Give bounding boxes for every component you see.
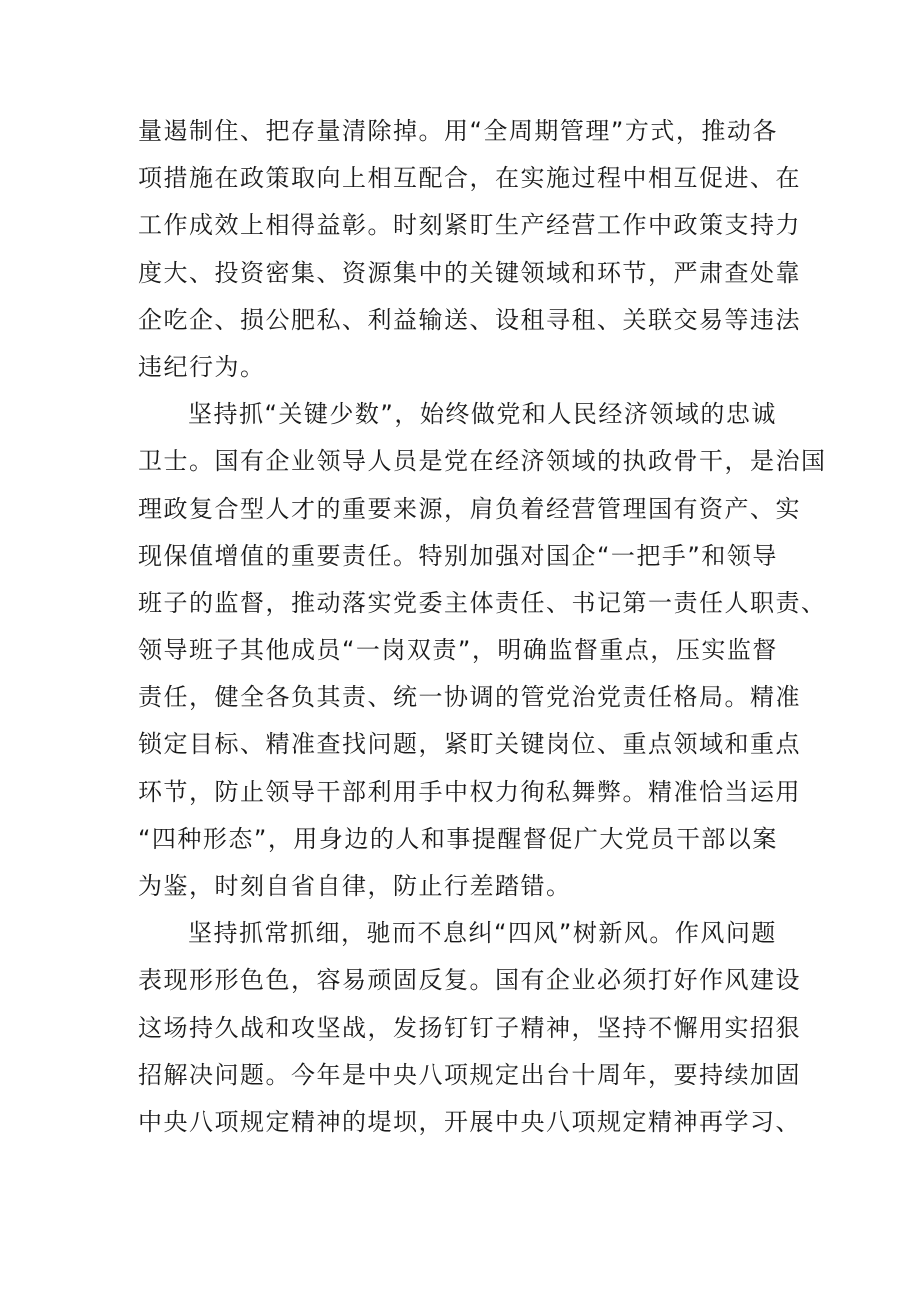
text-line: 违纪行为。 — [138, 352, 266, 381]
text-line: 现保值增值的重要责任。特别加强对国企“一把手”和领导 — [138, 541, 778, 570]
text-line: 班子的监督，推动落实党委主体责任、书记第一责任人职责、 — [138, 588, 827, 617]
text-line: 中央八项规定精神的堤坝，开展中央八项规定精神再学习、 — [138, 1107, 801, 1136]
text-line: 为鉴，时刻自省自律，防止行差踏错。 — [138, 872, 572, 900]
text-line: “四种形态”，用身边的人和事提醒督促广大党员干部以案 — [138, 824, 778, 853]
paragraph-first-line: 坚持抓“关键少数”，始终做党和人民经济领域的忠诚 — [188, 400, 777, 429]
text-line: 环节，防止领导干部利用手中权力徇私舞弊。精准恰当运用 — [138, 777, 801, 806]
text-line: 表现形形色色，容易顽固反复。国有企业必须打好作风建设 — [138, 966, 801, 995]
text-line: 领导班子其他成员“一岗双责”，明确监督重点，压实监督 — [138, 636, 778, 665]
text-line: 锁定目标、精准查找问题，紧盯关键岗位、重点领域和重点 — [138, 730, 801, 759]
text-line: 这场持久战和攻坚战，发扬钉钉子精神，坚持不懈用实招狠 — [138, 1013, 801, 1042]
paragraph-first-line: 坚持抓常抓细，驰而不息纠“四风”树新风。作风问题 — [188, 919, 777, 948]
text-line: 项措施在政策取向上相互配合，在实施过程中相互促进、在 — [138, 164, 801, 193]
text-line: 卫士。国有企业领导人员是党在经济领域的执政骨干，是治国 — [138, 447, 827, 476]
text-line: 量遏制住、把存量清除掉。用“全周期管理”方式，推动各 — [138, 117, 778, 145]
text-line: 工作成效上相得益彰。时刻紧盯生产经营工作中政策支持力 — [138, 211, 801, 240]
text-line: 招解决问题。今年是中央八项规定出台十周年，要持续加固 — [138, 1060, 801, 1089]
document-body — [138, 108, 827, 1146]
text-line: 理政复合型人才的重要来源，肩负着经营管理国有资产、实 — [138, 494, 801, 523]
text-line: 责任，健全各负其责、统一协调的管党治党责任格局。精准 — [138, 683, 801, 712]
text-line: 度大、投资密集、资源集中的关键领域和环节，严肃查处靠 — [138, 258, 801, 287]
text-line: 企吃企、损公肥私、利益输送、设租寻租、关联交易等违法 — [138, 305, 801, 334]
